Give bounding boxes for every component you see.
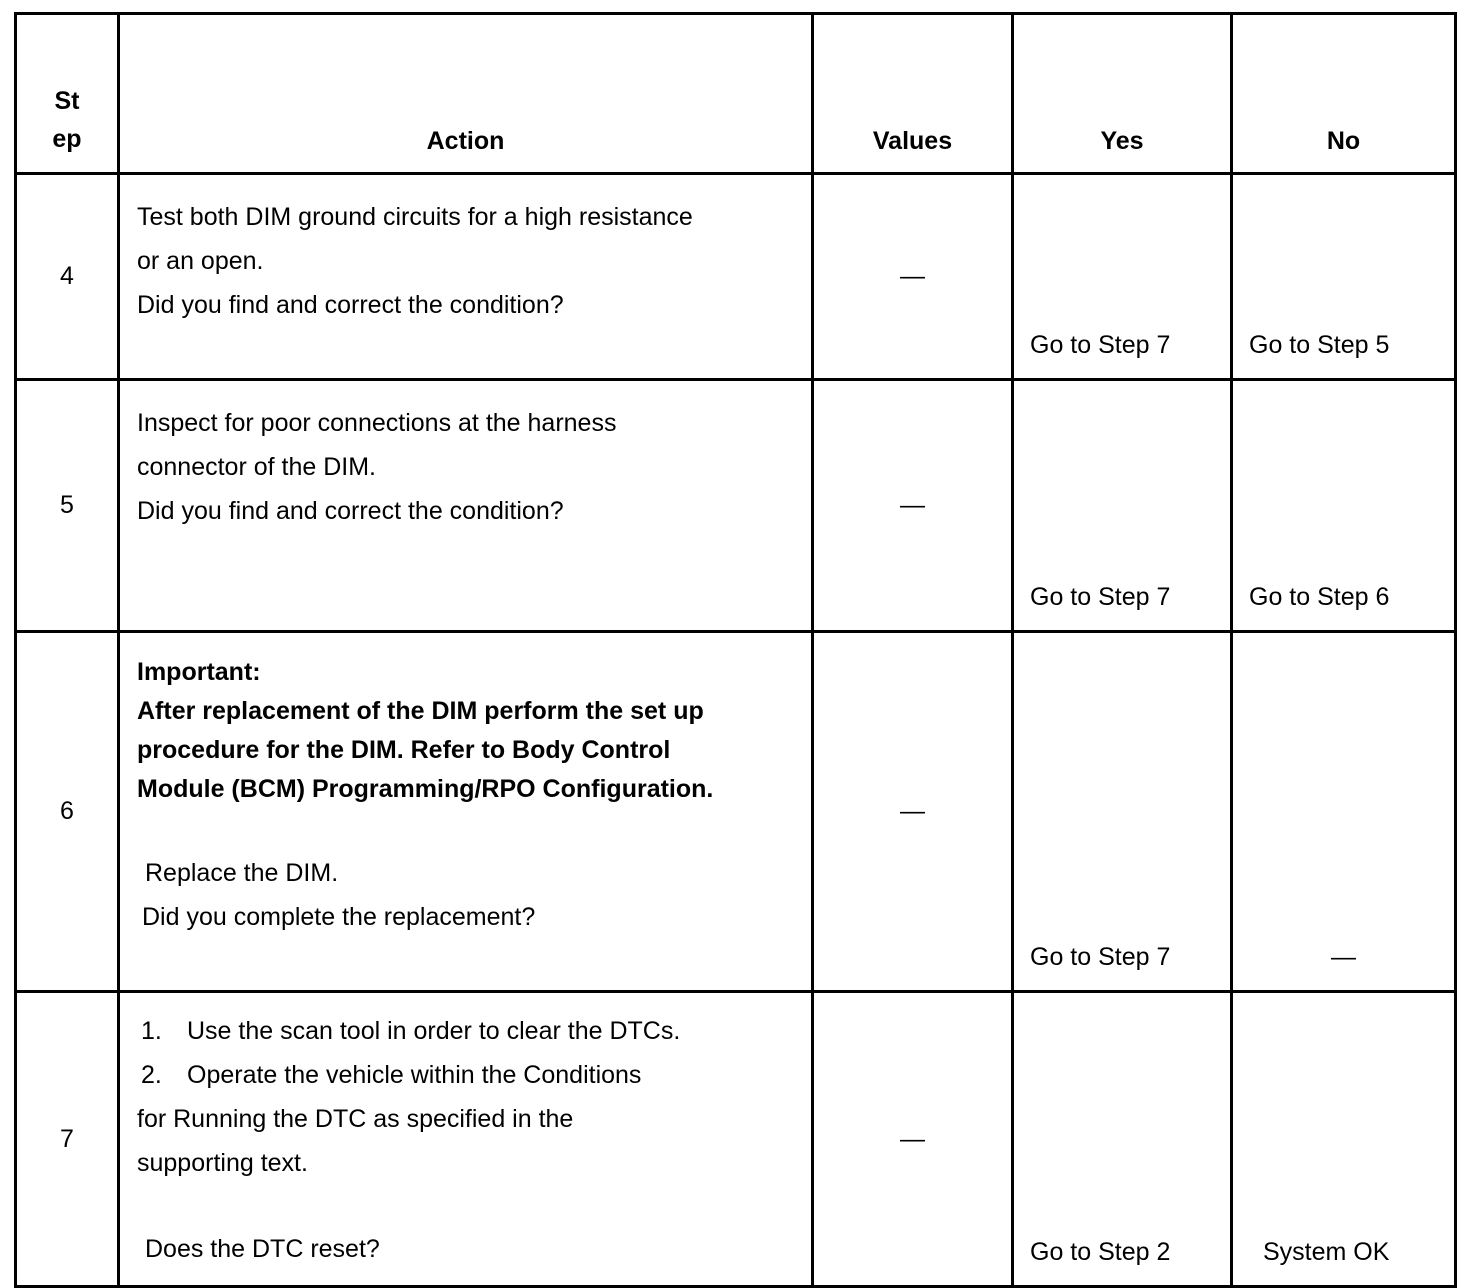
header-no: No bbox=[1232, 14, 1456, 174]
header-values: Values bbox=[813, 14, 1013, 174]
action-question: Does the DTC reset? bbox=[145, 1235, 380, 1263]
table-row bbox=[16, 632, 1456, 992]
action-cell bbox=[119, 632, 813, 992]
action-question: Did you find and correct the condition? bbox=[137, 291, 564, 319]
action-text: Inspect for poor connections at the harness bbox=[137, 409, 617, 437]
action-text: or an open. bbox=[137, 247, 264, 275]
no-result: — bbox=[1331, 943, 1356, 971]
value-cell: — bbox=[813, 992, 1013, 1287]
step-number: 4 bbox=[16, 174, 119, 380]
action-text: Replace the DIM. bbox=[145, 859, 339, 887]
important-text: procedure for the DIM. Refer to Body Control bbox=[137, 736, 671, 764]
action-text: for Running the DTC as specified in the bbox=[137, 1105, 574, 1133]
value-cell: — bbox=[813, 380, 1013, 632]
important-label: Important: bbox=[137, 658, 261, 686]
action-question: Did you complete the replacement? bbox=[142, 903, 536, 931]
yes-result: Go to Step 7 bbox=[1030, 583, 1171, 611]
yes-result: Go to Step 7 bbox=[1030, 943, 1171, 971]
action-question: Did you find and correct the condition? bbox=[137, 497, 564, 525]
no-result: Go to Step 6 bbox=[1249, 583, 1390, 611]
value-cell: — bbox=[813, 174, 1013, 380]
header-step: St ep bbox=[16, 14, 119, 174]
table-row bbox=[16, 174, 1456, 380]
no-result: Go to Step 5 bbox=[1249, 331, 1390, 359]
action-text: Test both DIM ground circuits for a high resistance bbox=[137, 203, 693, 231]
header-row bbox=[16, 14, 1456, 174]
action-text: connector of the DIM. bbox=[137, 453, 377, 481]
important-text: After replacement of the DIM perform the set up bbox=[137, 697, 704, 725]
no-cell bbox=[1232, 380, 1456, 632]
yes-cell bbox=[1013, 992, 1232, 1287]
no-cell bbox=[1232, 174, 1456, 380]
step-number: 5 bbox=[16, 380, 119, 632]
action-cell bbox=[119, 174, 813, 380]
action-cell bbox=[119, 992, 813, 1287]
table-row bbox=[16, 380, 1456, 632]
no-result: System OK bbox=[1263, 1238, 1390, 1266]
no-cell bbox=[1232, 632, 1456, 992]
value-cell: — bbox=[813, 632, 1013, 992]
diagnostic-table bbox=[14, 12, 1457, 1288]
yes-cell bbox=[1013, 380, 1232, 632]
action-text: supporting text. bbox=[137, 1149, 308, 1177]
header-action: Action bbox=[119, 14, 813, 174]
step-number: 7 bbox=[16, 992, 119, 1287]
list-item: 2. Operate the vehicle within the Conditions bbox=[141, 1061, 642, 1089]
yes-result: Go to Step 2 bbox=[1030, 1238, 1171, 1266]
list-item: 1. Use the scan tool in order to clear the DTCs. bbox=[141, 1017, 681, 1045]
yes-result: Go to Step 7 bbox=[1030, 331, 1171, 359]
step-number: 6 bbox=[16, 632, 119, 992]
action-cell bbox=[119, 380, 813, 632]
yes-cell bbox=[1013, 632, 1232, 992]
header-yes: Yes bbox=[1013, 14, 1232, 174]
yes-cell bbox=[1013, 174, 1232, 380]
important-text: Module (BCM) Programming/RPO Configuration. bbox=[137, 775, 714, 803]
table-row bbox=[16, 992, 1456, 1287]
no-cell bbox=[1232, 992, 1456, 1287]
